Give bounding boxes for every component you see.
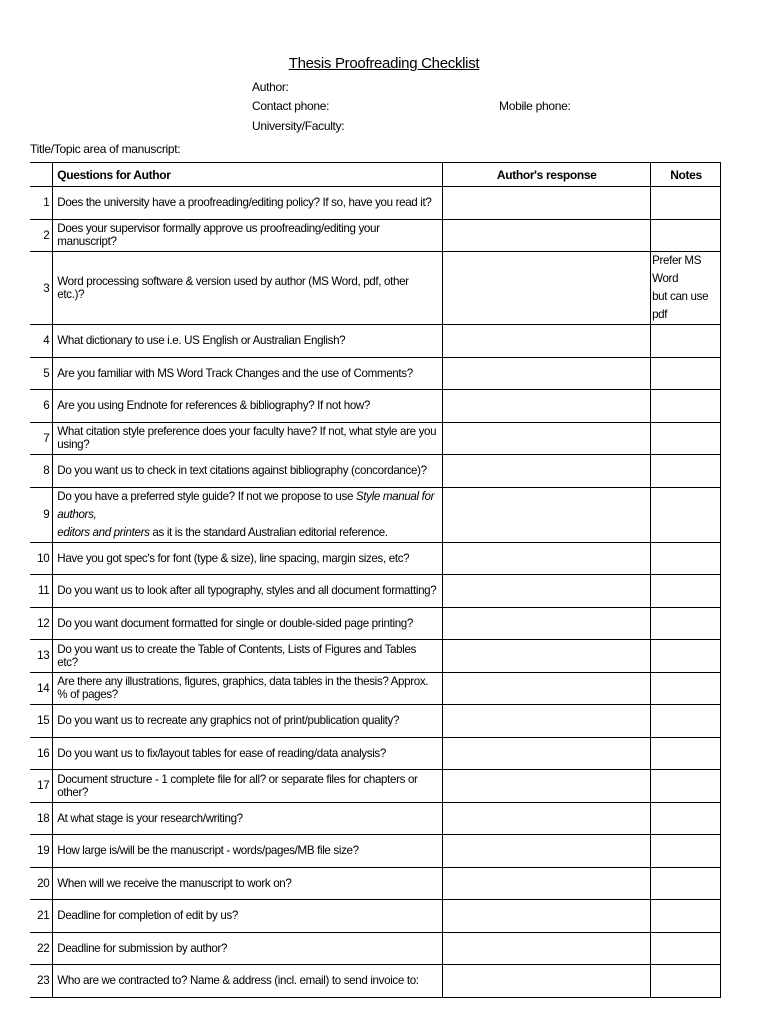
notes-cell[interactable]	[651, 900, 721, 933]
row-number: 3	[30, 252, 53, 325]
table-row	[30, 867, 721, 900]
table-row	[30, 187, 721, 220]
table-row	[30, 390, 721, 423]
response-cell[interactable]	[443, 487, 651, 542]
notes-cell[interactable]	[651, 607, 721, 640]
response-cell[interactable]	[443, 390, 651, 423]
notes-cell[interactable]	[651, 640, 721, 673]
row-number: 11	[30, 575, 53, 608]
response-cell[interactable]	[443, 325, 651, 358]
author-label: Author:	[252, 80, 289, 94]
question-line	[57, 488, 438, 524]
table-row	[30, 802, 721, 835]
notes-cell[interactable]	[651, 770, 721, 803]
notes-cell[interactable]	[651, 422, 721, 455]
question-text: Document structure - 1 complete file for all? or separate files for chapters or other?	[53, 770, 443, 803]
notes-cell[interactable]	[651, 705, 721, 738]
notes-cell[interactable]	[651, 487, 721, 542]
header-number	[30, 163, 53, 187]
table-row	[30, 487, 721, 542]
table-row	[30, 965, 721, 998]
table-row	[30, 542, 721, 575]
row-number: 20	[30, 867, 53, 900]
response-cell[interactable]	[443, 672, 651, 705]
table-row	[30, 325, 721, 358]
style-manual-title-cont: editors and printers	[57, 525, 150, 539]
topic-label: Title/Topic area of manuscript:	[30, 142, 181, 156]
row-number: 8	[30, 455, 53, 488]
table-row	[30, 422, 721, 455]
table-row	[30, 672, 721, 705]
table-row	[30, 607, 721, 640]
table-row	[30, 932, 721, 965]
question-text: Deadline for submission by author?	[53, 932, 443, 965]
response-cell[interactable]	[443, 187, 651, 220]
notes-cell[interactable]	[651, 357, 721, 390]
row-number: 21	[30, 900, 53, 933]
question-text-part: Do you have a preferred style guide? If not we propose to use	[57, 489, 356, 503]
table-row	[30, 640, 721, 673]
response-cell[interactable]	[443, 835, 651, 868]
question-text: Who are we contracted to? Name & address (incl. email) to send invoice to:	[53, 965, 443, 998]
row-number: 23	[30, 965, 53, 998]
row-number: 15	[30, 705, 53, 738]
table-row	[30, 705, 721, 738]
header-questions: Questions for Author	[53, 163, 443, 187]
notes-cell[interactable]	[651, 835, 721, 868]
row-number: 19	[30, 835, 53, 868]
checklist-table	[30, 162, 721, 998]
question-text: Are there any illustrations, figures, graphics, data tables in the thesis? Approx. % of pages?	[53, 672, 443, 705]
row-number: 6	[30, 390, 53, 423]
notes-cell[interactable]	[651, 325, 721, 358]
response-cell[interactable]	[443, 252, 651, 325]
row-number: 4	[30, 325, 53, 358]
row-number: 16	[30, 737, 53, 770]
row-number: 13	[30, 640, 53, 673]
question-text: Word processing software & version used by author (MS Word, pdf, other etc.)?	[53, 252, 443, 325]
question-text: Do you want us to look after all typography, styles and all document formatting?	[53, 575, 443, 608]
response-cell[interactable]	[443, 802, 651, 835]
mobile-phone-label: Mobile phone:	[499, 99, 571, 113]
question-text: What citation style preference does your faculty have? If not, what style are you using?	[53, 422, 443, 455]
table-row	[30, 252, 721, 325]
response-cell[interactable]	[443, 455, 651, 488]
row-number: 12	[30, 607, 53, 640]
row-number: 10	[30, 542, 53, 575]
row-number: 18	[30, 802, 53, 835]
notes-cell[interactable]	[651, 932, 721, 965]
table-row	[30, 835, 721, 868]
row-number: 7	[30, 422, 53, 455]
row-number: 17	[30, 770, 53, 803]
table-row	[30, 357, 721, 390]
response-cell[interactable]	[443, 575, 651, 608]
response-cell[interactable]	[443, 542, 651, 575]
response-cell[interactable]	[443, 867, 651, 900]
notes-cell[interactable]	[651, 455, 721, 488]
response-cell[interactable]	[443, 770, 651, 803]
university-label: University/Faculty:	[252, 119, 345, 133]
row-number: 9	[30, 487, 53, 542]
response-cell[interactable]	[443, 607, 651, 640]
question-text: Deadline for completion of edit by us?	[53, 900, 443, 933]
header-notes: Notes	[651, 163, 721, 187]
response-cell[interactable]	[443, 932, 651, 965]
header-response: Author's response	[443, 163, 651, 187]
table-row	[30, 575, 721, 608]
response-cell[interactable]	[443, 357, 651, 390]
row-number: 22	[30, 932, 53, 965]
notes-cell[interactable]	[651, 672, 721, 705]
notes-cell[interactable]	[651, 965, 721, 998]
notes-cell[interactable]	[651, 542, 721, 575]
notes-line: Prefer MS Word	[652, 254, 702, 285]
question-text: Are you familiar with MS Word Track Changes and the use of Comments?	[53, 357, 443, 390]
question-text: How large is/will be the manuscript - words/pages/MB file size?	[53, 835, 443, 868]
response-cell[interactable]	[443, 900, 651, 933]
table-header-row	[30, 163, 721, 187]
question-text: Does the university have a proofreading/editing policy? If so, have you read it?	[53, 187, 443, 220]
question-text: Does your supervisor formally approve us proofreading/editing your manuscript?	[53, 219, 443, 252]
table-row	[30, 900, 721, 933]
table-row	[30, 770, 721, 803]
document-title: Thesis Proofreading Checklist	[288, 55, 480, 72]
question-text: Do you want us to recreate any graphics not of print/publication quality?	[53, 705, 443, 738]
question-text: Have you got spec's for font (type & size), line spacing, margin sizes, etc?	[53, 542, 443, 575]
question-text	[53, 487, 443, 542]
contact-phone-label: Contact phone:	[252, 99, 330, 113]
notes-cell[interactable]	[651, 252, 721, 325]
question-text: Do you want us to fix/layout tables for ease of reading/data analysis?	[53, 737, 443, 770]
notes-cell[interactable]	[651, 390, 721, 423]
row-number: 1	[30, 187, 53, 220]
question-text: Do you want document formatted for single or double-sided page printing?	[53, 607, 443, 640]
notes-cell[interactable]	[651, 737, 721, 770]
response-cell[interactable]	[443, 422, 651, 455]
row-number: 5	[30, 357, 53, 390]
table-row	[30, 219, 721, 252]
row-number: 2	[30, 219, 53, 252]
notes-cell[interactable]	[651, 219, 721, 252]
question-text: Do you want us to create the Table of Contents, Lists of Figures and Tables etc?	[53, 640, 443, 673]
notes-cell[interactable]	[651, 575, 721, 608]
notes-cell[interactable]	[651, 867, 721, 900]
row-number: 14	[30, 672, 53, 705]
response-cell[interactable]	[443, 640, 651, 673]
question-text: Are you using Endnote for references & bibliography? If not how?	[53, 390, 443, 423]
response-cell[interactable]	[443, 705, 651, 738]
table-row	[30, 737, 721, 770]
notes-cell[interactable]	[651, 802, 721, 835]
question-text: What dictionary to use i.e. US English or Australian English?	[53, 325, 443, 358]
response-cell[interactable]	[443, 965, 651, 998]
table-row	[30, 455, 721, 488]
question-line	[57, 524, 438, 542]
question-text: At what stage is your research/writing?	[53, 802, 443, 835]
question-text-part: as it is the standard Australian editorial reference.	[149, 525, 388, 539]
style-manual-title: Style manual for authors,	[57, 489, 435, 521]
notes-line: but can use pdf	[652, 290, 709, 321]
question-text: Do you want us to check in text citations against bibliography (concordance)?	[53, 455, 443, 488]
notes-cell[interactable]	[651, 187, 721, 220]
response-cell[interactable]	[443, 737, 651, 770]
question-text: When will we receive the manuscript to work on?	[53, 867, 443, 900]
response-cell[interactable]	[443, 219, 651, 252]
